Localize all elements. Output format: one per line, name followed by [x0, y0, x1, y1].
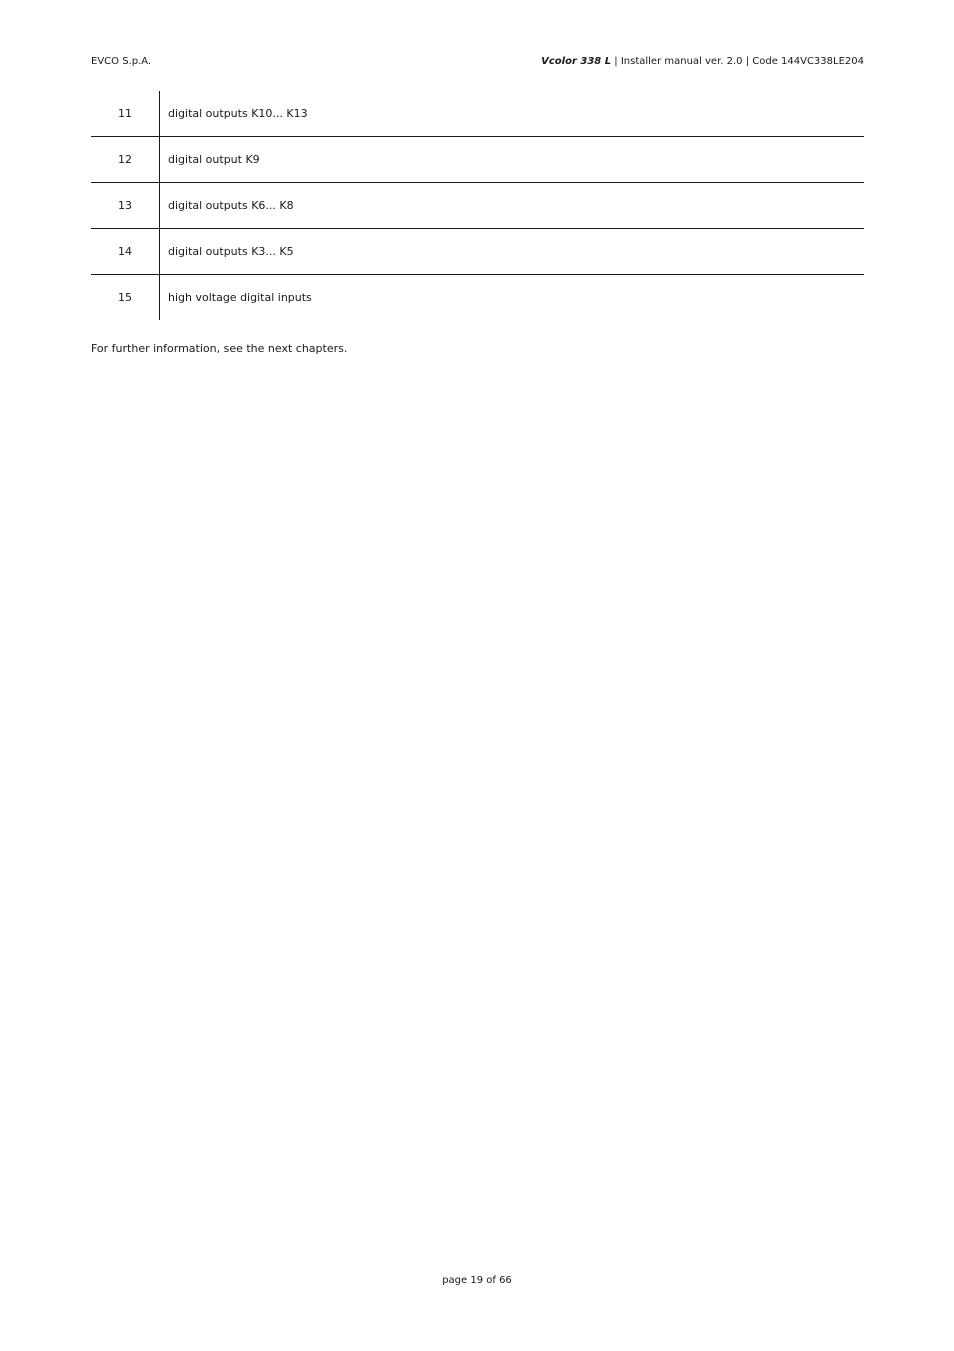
header-company: EVCO S.p.A. — [91, 56, 152, 67]
terminal-description: digital outputs K10... K13 — [168, 106, 308, 120]
terminal-description: high voltage digital inputs — [160, 274, 865, 320]
terminal-number: 15 — [91, 274, 160, 320]
header-product-name: Vcolor 338 L — [541, 56, 612, 67]
terminal-number: 13 — [91, 182, 160, 228]
body-note: For further information, see the next chapters. — [91, 342, 348, 355]
header-manual-info: | Installer manual ver. 2.0 | Code 144VC338LE204 — [611, 56, 864, 67]
page-number: page 19 of 66 — [442, 1275, 512, 1286]
terminal-table — [91, 91, 864, 320]
terminal-description: digital output K9 — [160, 136, 865, 182]
terminal-description: digital outputs K6... K8 — [160, 182, 865, 228]
table-row — [91, 182, 864, 228]
table-row — [91, 274, 864, 320]
terminal-number: 14 — [91, 228, 160, 274]
table-row — [91, 228, 864, 274]
table-row — [91, 91, 864, 136]
terminal-number: 11 — [91, 91, 160, 136]
terminal-description: digital outputs K3... K5 — [160, 228, 865, 274]
header-document-info — [541, 56, 864, 68]
table-row — [91, 136, 864, 182]
terminal-number: 12 — [91, 136, 160, 182]
